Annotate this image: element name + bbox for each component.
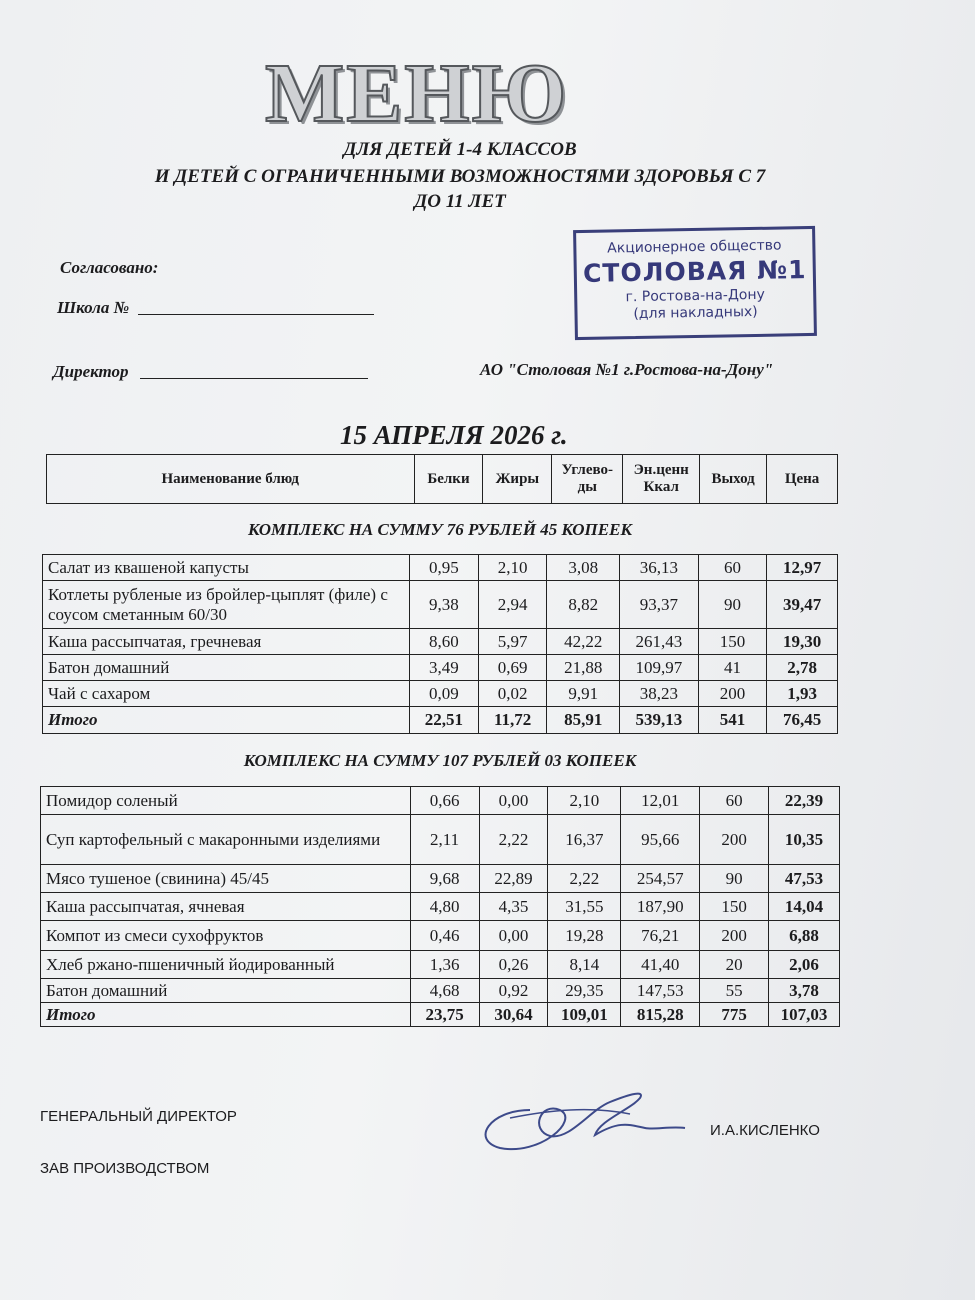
school-signature-line <box>138 314 374 315</box>
price-cell: 10,35 <box>769 815 840 865</box>
dish-name-cell: Котлеты рубленые из бройлер-цыплят (филе) с соусом сметанным 60/30 <box>43 581 410 629</box>
value-cell: 0,69 <box>478 655 547 681</box>
value-cell: 8,60 <box>410 629 479 655</box>
value-cell: 20 <box>700 951 769 979</box>
value-cell: 0,00 <box>479 921 548 951</box>
value-cell: 775 <box>700 1003 769 1027</box>
complex-2-title: КОМПЛЕКС НА СУММУ 107 РУБЛЕЙ 03 КОПЕЕК <box>243 751 637 770</box>
table-row <box>43 629 838 655</box>
value-cell: 41 <box>698 655 767 681</box>
total-row <box>41 1003 840 1027</box>
production-manager-label: ЗАВ ПРОИЗВОДСТВОМ <box>40 1160 210 1177</box>
value-cell: 4,68 <box>410 979 479 1003</box>
value-cell: 90 <box>700 865 769 893</box>
value-cell: 31,55 <box>548 893 621 921</box>
value-cell: 187,90 <box>621 893 700 921</box>
value-cell: 30,64 <box>479 1003 548 1027</box>
dish-name-cell: Суп картофельный с макаронными изделиями <box>41 815 411 865</box>
director-label: Директор <box>53 362 129 381</box>
value-cell: 200 <box>700 921 769 951</box>
value-cell: 261,43 <box>620 629 699 655</box>
menu-date: 15 АПРЕЛЯ 2026 г. <box>340 420 568 450</box>
price-cell: 14,04 <box>769 893 840 921</box>
value-cell: 22,89 <box>479 865 548 893</box>
value-cell: 93,37 <box>620 581 699 629</box>
value-cell: 38,23 <box>620 681 699 707</box>
col-carbs: Углево-ды <box>552 455 623 504</box>
price-cell: 39,47 <box>767 581 838 629</box>
table-row <box>41 979 840 1003</box>
value-cell: 2,11 <box>410 815 479 865</box>
dish-name-cell: Мясо тушеное (свинина) 45/45 <box>41 865 411 893</box>
price-cell: 107,03 <box>769 1003 840 1027</box>
dish-name-cell: Хлеб ржано-пшеничный йодированный <box>41 951 411 979</box>
subtitle-line-3: ДО 11 ЛЕТ <box>414 191 506 212</box>
dish-name-cell: Итого <box>43 707 410 734</box>
value-cell: 815,28 <box>621 1003 700 1027</box>
dish-name-cell: Каша рассыпчатая, гречневая <box>43 629 410 655</box>
value-cell: 0,00 <box>479 787 548 815</box>
value-cell: 9,38 <box>410 581 479 629</box>
price-cell: 19,30 <box>767 629 838 655</box>
table-row <box>43 555 838 581</box>
value-cell: 9,68 <box>410 865 479 893</box>
value-cell: 109,97 <box>620 655 699 681</box>
col-price: Цена <box>767 455 838 504</box>
agreed-label: Согласовано: <box>60 258 159 277</box>
school-label: Школа № <box>57 298 130 317</box>
value-cell: 147,53 <box>621 979 700 1003</box>
value-cell: 2,22 <box>479 815 548 865</box>
price-cell: 6,88 <box>769 921 840 951</box>
table-row <box>41 787 840 815</box>
stamp-line-3: г. Ростова-на-Дону <box>625 286 765 306</box>
complex-1-title: КОМПЛЕКС НА СУММУ 76 РУБЛЕЙ 45 КОПЕЕК <box>248 520 632 539</box>
value-cell: 12,01 <box>621 787 700 815</box>
dish-name-cell: Батон домашний <box>41 979 411 1003</box>
table-row <box>41 865 840 893</box>
value-cell: 29,35 <box>548 979 621 1003</box>
value-cell: 2,94 <box>478 581 547 629</box>
signature-icon <box>470 1080 700 1160</box>
table-row <box>43 581 838 629</box>
value-cell: 1,36 <box>410 951 479 979</box>
table-row <box>41 815 840 865</box>
value-cell: 55 <box>700 979 769 1003</box>
table-row <box>41 893 840 921</box>
value-cell: 23,75 <box>410 1003 479 1027</box>
value-cell: 0,26 <box>479 951 548 979</box>
value-cell: 0,95 <box>410 555 479 581</box>
value-cell: 109,01 <box>548 1003 621 1027</box>
col-fat: Жиры <box>483 455 552 504</box>
value-cell: 60 <box>700 787 769 815</box>
dish-name-cell: Салат из квашеной капусты <box>43 555 410 581</box>
director-name: И.А.КИСЛЕНКО <box>710 1122 820 1139</box>
value-cell: 4,80 <box>410 893 479 921</box>
value-cell: 539,13 <box>620 707 699 734</box>
table-row <box>43 655 838 681</box>
complex-1-table <box>42 554 838 734</box>
value-cell: 0,66 <box>410 787 479 815</box>
stamp-line-1: Акционерное общество <box>607 237 782 257</box>
table-row <box>43 681 838 707</box>
page-title: МЕНЮ <box>265 47 569 140</box>
value-cell: 5,97 <box>478 629 547 655</box>
dish-name-cell: Чай с сахаром <box>43 681 410 707</box>
value-cell: 9,91 <box>547 681 620 707</box>
value-cell: 4,35 <box>479 893 548 921</box>
value-cell: 150 <box>698 629 767 655</box>
company-stamp <box>573 226 817 340</box>
value-cell: 8,82 <box>547 581 620 629</box>
value-cell: 541 <box>698 707 767 734</box>
value-cell: 200 <box>700 815 769 865</box>
stamp-line-4: (для накладных) <box>633 303 758 323</box>
value-cell: 150 <box>700 893 769 921</box>
subtitle-line-1: ДЛЯ ДЕТЕЙ 1-4 КЛАССОВ <box>343 139 577 160</box>
value-cell: 11,72 <box>478 707 547 734</box>
value-cell: 2,10 <box>548 787 621 815</box>
value-cell: 0,02 <box>478 681 547 707</box>
price-cell: 2,78 <box>767 655 838 681</box>
value-cell: 3,49 <box>410 655 479 681</box>
general-director-label: ГЕНЕРАЛЬНЫЙ ДИРЕКТОР <box>40 1108 237 1125</box>
price-cell: 47,53 <box>769 865 840 893</box>
price-cell: 3,78 <box>769 979 840 1003</box>
table-row <box>41 921 840 951</box>
dish-name-cell: Батон домашний <box>43 655 410 681</box>
value-cell: 19,28 <box>548 921 621 951</box>
total-row <box>43 707 838 734</box>
dish-name-cell: Итого <box>41 1003 411 1027</box>
value-cell: 36,13 <box>620 555 699 581</box>
price-cell: 22,39 <box>769 787 840 815</box>
dish-name-cell: Каша рассыпчатая, ячневая <box>41 893 411 921</box>
value-cell: 41,40 <box>621 951 700 979</box>
table-row <box>41 951 840 979</box>
value-cell: 2,10 <box>478 555 547 581</box>
value-cell: 42,22 <box>547 629 620 655</box>
value-cell: 21,88 <box>547 655 620 681</box>
subtitle-line-2: И ДЕТЕЙ С ОГРАНИЧЕННЫМИ ВОЗМОЖНОСТЯМИ ЗДОРОВЬЯ С 7 <box>154 166 766 187</box>
value-cell: 76,21 <box>621 921 700 951</box>
value-cell: 8,14 <box>548 951 621 979</box>
dish-name-cell: Компот из смеси сухофруктов <box>41 921 411 951</box>
col-yield: Выход <box>700 455 767 504</box>
complex-2-table <box>40 786 840 1027</box>
price-cell: 2,06 <box>769 951 840 979</box>
price-cell: 76,45 <box>767 707 838 734</box>
value-cell: 200 <box>698 681 767 707</box>
value-cell: 254,57 <box>621 865 700 893</box>
price-cell: 12,97 <box>767 555 838 581</box>
col-protein: Белки <box>414 455 483 504</box>
value-cell: 0,09 <box>410 681 479 707</box>
value-cell: 2,22 <box>548 865 621 893</box>
value-cell: 95,66 <box>621 815 700 865</box>
company-name: АО "Столовая №1 г.Ростова-на-Дону" <box>480 360 774 379</box>
stamp-line-2: СТОЛОВАЯ №1 <box>582 255 807 288</box>
value-cell: 0,92 <box>479 979 548 1003</box>
value-cell: 85,91 <box>547 707 620 734</box>
value-cell: 16,37 <box>548 815 621 865</box>
director-signature-line <box>140 378 368 379</box>
price-cell: 1,93 <box>767 681 838 707</box>
value-cell: 3,08 <box>547 555 620 581</box>
value-cell: 90 <box>698 581 767 629</box>
value-cell: 60 <box>698 555 767 581</box>
dish-name-cell: Помидор соленый <box>41 787 411 815</box>
col-energy: Эн.ценн Ккал <box>623 455 700 504</box>
value-cell: 0,46 <box>410 921 479 951</box>
menu-header-table <box>46 454 838 504</box>
value-cell: 22,51 <box>410 707 479 734</box>
col-dish: Наименование блюд <box>47 455 415 504</box>
